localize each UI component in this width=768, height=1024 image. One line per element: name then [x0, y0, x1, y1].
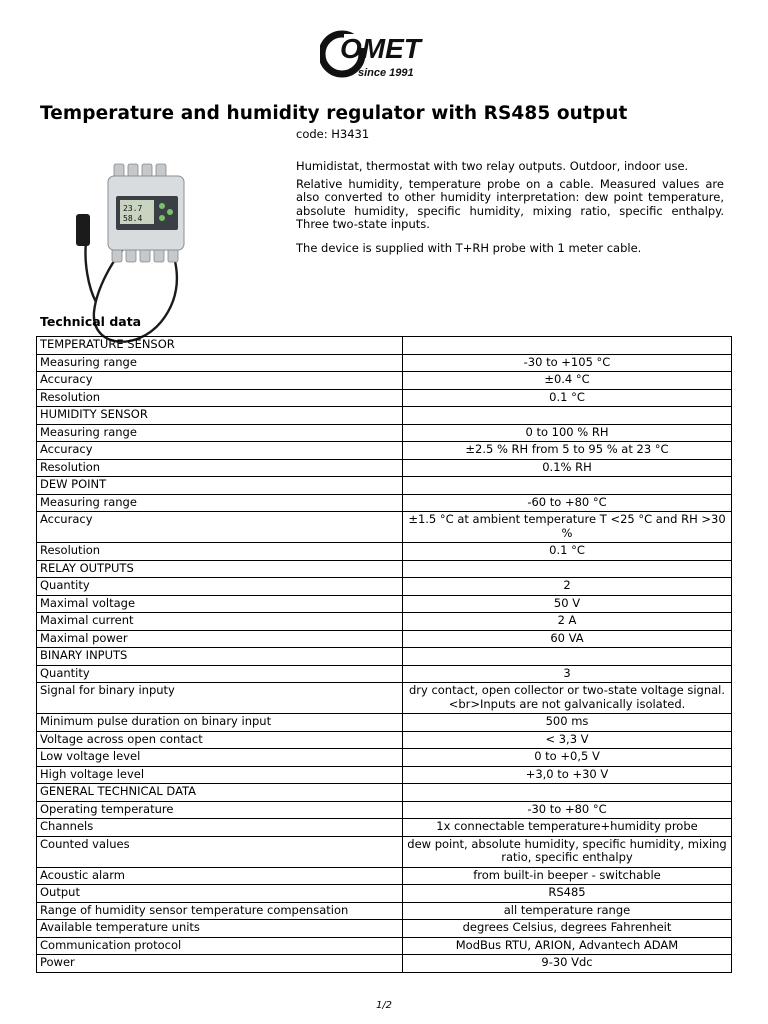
- table-row: [37, 630, 732, 648]
- spec-value: ±0.4 °C: [403, 372, 732, 390]
- spec-value: 0.1% RH: [403, 459, 732, 477]
- spec-label: Resolution: [37, 459, 403, 477]
- spec-label: Available temperature units: [37, 920, 403, 938]
- spec-value: ±2.5 % RH from 5 to 95 % at 23 °C: [403, 442, 732, 460]
- table-row: [37, 766, 732, 784]
- spec-label: Accuracy: [37, 372, 403, 390]
- table-row: [37, 836, 732, 867]
- spec-label: Operating temperature: [37, 801, 403, 819]
- table-row: [37, 459, 732, 477]
- spec-value: [403, 337, 732, 355]
- table-row: [37, 560, 732, 578]
- table-row: [37, 902, 732, 920]
- spec-value: 9-30 Vdc: [403, 955, 732, 973]
- spec-value: 0 to +0,5 V: [403, 749, 732, 767]
- spec-label: Communication protocol: [37, 937, 403, 955]
- spec-value: 0 to 100 % RH: [403, 424, 732, 442]
- device-display-rh: 58.4: [123, 214, 143, 223]
- spec-value: < 3,3 V: [403, 731, 732, 749]
- spec-value: [403, 407, 732, 425]
- spec-value: 2: [403, 578, 732, 596]
- logo-wordmark: OMET: [340, 33, 421, 64]
- spec-value: degrees Celsius, degrees Fahrenheit: [403, 920, 732, 938]
- spec-label: Quantity: [37, 578, 403, 596]
- table-row: [37, 512, 732, 543]
- comet-logo: [320, 30, 450, 82]
- spec-value: 0.1 °C: [403, 543, 732, 561]
- spec-value: dew point, absolute humidity, specific humidity, mixing ratio, specific enthalpy: [403, 836, 732, 867]
- spec-label: Maximal power: [37, 630, 403, 648]
- spec-label: Accuracy: [37, 442, 403, 460]
- table-row: [37, 867, 732, 885]
- spec-label: Voltage across open contact: [37, 731, 403, 749]
- description-line: Relative humidity, temperature probe on a cable. Measured values are also converted to other humidity interpretation: dew point temperature, absolute humidity, specific humidity, mixing ratio, specific enthalpy. Three two-state inputs.: [296, 176, 724, 232]
- spec-value: -30 to +105 °C: [403, 354, 732, 372]
- spec-value: ±1.5 °C at ambient temperature T <25 °C and RH >30 %: [403, 512, 732, 543]
- spec-label: Measuring range: [37, 494, 403, 512]
- table-row: [37, 477, 732, 495]
- technical-data-table: [36, 336, 732, 973]
- spec-label: Maximal voltage: [37, 595, 403, 613]
- spec-value: [403, 648, 732, 666]
- spec-label: Acoustic alarm: [37, 867, 403, 885]
- spec-value: 1x connectable temperature+humidity probe: [403, 819, 732, 837]
- table-row: [37, 578, 732, 596]
- spec-value: -60 to +80 °C: [403, 494, 732, 512]
- spec-label: Low voltage level: [37, 749, 403, 767]
- table-row: [37, 613, 732, 631]
- spec-label: Accuracy: [37, 512, 403, 543]
- spec-label: HUMIDITY SENSOR: [37, 407, 403, 425]
- spec-label: Minimum pulse duration on binary input: [37, 714, 403, 732]
- spec-label: Measuring range: [37, 424, 403, 442]
- table-row: [37, 442, 732, 460]
- spec-value: 500 ms: [403, 714, 732, 732]
- spec-label: High voltage level: [37, 766, 403, 784]
- table-row: [37, 665, 732, 683]
- spec-label: Range of humidity sensor temperature compensation: [37, 902, 403, 920]
- spec-label: TEMPERATURE SENSOR: [37, 337, 403, 355]
- spec-value: RS485: [403, 885, 732, 903]
- table-row: [37, 407, 732, 425]
- logo-tagline: since 1991: [358, 67, 414, 79]
- spec-value: -30 to +80 °C: [403, 801, 732, 819]
- table-row: [37, 595, 732, 613]
- product-description: [296, 160, 724, 260]
- table-row: [37, 955, 732, 973]
- spec-label: BINARY INPUTS: [37, 648, 403, 666]
- spec-label: Power: [37, 955, 403, 973]
- spec-value: dry contact, open collector or two-state voltage signal.<br>Inputs are not galvanically isolated.: [403, 683, 732, 714]
- spec-label: Measuring range: [37, 354, 403, 372]
- table-row: [37, 885, 732, 903]
- device-button-2: [167, 209, 173, 215]
- spec-value: 2 A: [403, 613, 732, 631]
- table-row: [37, 543, 732, 561]
- description-line: The device is supplied with T+RH probe with 1 meter cable.: [296, 240, 642, 255]
- spec-label: Resolution: [37, 389, 403, 407]
- spec-label: Quantity: [37, 665, 403, 683]
- spec-value: all temperature range: [403, 902, 732, 920]
- spec-value: 50 V: [403, 595, 732, 613]
- spec-label: Resolution: [37, 543, 403, 561]
- spec-label: GENERAL TECHNICAL DATA: [37, 784, 403, 802]
- table-row: [37, 731, 732, 749]
- technical-data-heading: Technical data: [40, 314, 142, 329]
- page-title: Temperature and humidity regulator with RS485 output: [40, 103, 628, 124]
- table-row: [37, 494, 732, 512]
- page-number: 1/2: [375, 1000, 393, 1011]
- table-row: [37, 337, 732, 355]
- probe-head: [76, 214, 90, 246]
- spec-value: [403, 477, 732, 495]
- table-row: [37, 920, 732, 938]
- product-code: code: H3431: [296, 127, 370, 141]
- spec-value: 3: [403, 665, 732, 683]
- device-display-temp: 23.7: [123, 204, 143, 213]
- table-row: [37, 714, 732, 732]
- device-button-1: [159, 203, 165, 209]
- spec-label: Channels: [37, 819, 403, 837]
- spec-value: 0.1 °C: [403, 389, 732, 407]
- spec-value: +3,0 to +30 V: [403, 766, 732, 784]
- table-row: [37, 424, 732, 442]
- table-row: [37, 648, 732, 666]
- table-row: [37, 749, 732, 767]
- spec-label: Counted values: [37, 836, 403, 867]
- table-row: [37, 354, 732, 372]
- table-row: [37, 372, 732, 390]
- table-row: [37, 683, 732, 714]
- table-row: [37, 819, 732, 837]
- spec-value: ModBus RTU, ARION, Advantech ADAM: [403, 937, 732, 955]
- spec-label: DEW POINT: [37, 477, 403, 495]
- spec-value: 60 VA: [403, 630, 732, 648]
- spec-value: [403, 560, 732, 578]
- table-row: [37, 937, 732, 955]
- spec-label: Signal for binary inputy: [37, 683, 403, 714]
- device-button-3: [159, 215, 165, 221]
- spec-value: from built-in beeper - switchable: [403, 867, 732, 885]
- spec-label: Output: [37, 885, 403, 903]
- table-row: [37, 784, 732, 802]
- spec-value: [403, 784, 732, 802]
- table-row: [37, 389, 732, 407]
- spec-label: RELAY OUTPUTS: [37, 560, 403, 578]
- table-row: [37, 801, 732, 819]
- spec-label: Maximal current: [37, 613, 403, 631]
- description-line: Humidistat, thermostat with two relay outputs. Outdoor, indoor use.: [296, 159, 689, 173]
